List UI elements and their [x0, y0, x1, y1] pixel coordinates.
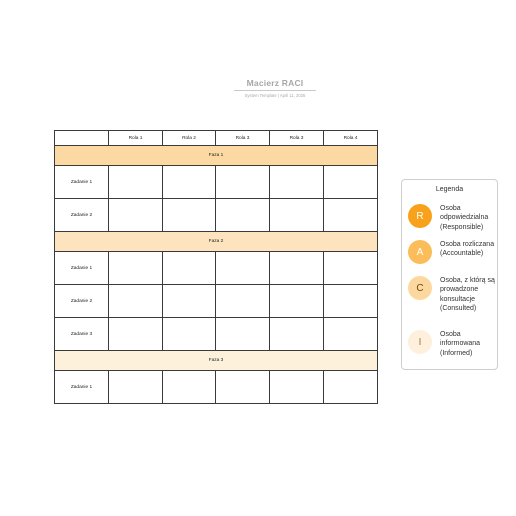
assignment-cell[interactable] [163, 285, 216, 318]
task-label: Zadanie 3 [55, 318, 109, 351]
assignment-cell[interactable] [270, 371, 324, 404]
badge-letter: I [418, 336, 422, 348]
task-row [55, 285, 378, 318]
assignment-cell[interactable] [109, 318, 163, 351]
assignment-cell[interactable] [324, 166, 378, 199]
title-underline [234, 90, 316, 91]
assignment-cell[interactable] [324, 285, 378, 318]
corner-cell [55, 131, 109, 146]
task-label: Zadanie 1 [55, 252, 109, 285]
informed-badge-icon [408, 330, 432, 354]
task-label: Zadanie 1 [55, 371, 109, 404]
legend-item-informed [408, 330, 500, 358]
consulted-badge-icon [408, 276, 432, 300]
legend-item-consulted [408, 276, 500, 314]
assignment-cell[interactable] [216, 199, 270, 232]
assignment-cell[interactable] [163, 371, 216, 404]
assignment-cell[interactable] [163, 318, 216, 351]
assignment-cell[interactable] [270, 252, 324, 285]
phase-row [55, 146, 378, 166]
task-row [55, 166, 378, 199]
task-label: Zadanie 2 [55, 285, 109, 318]
assignment-cell[interactable] [216, 318, 270, 351]
task-label: Zadanie 2 [55, 199, 109, 232]
accountable-badge-icon [408, 240, 432, 264]
legend-label: Osoba rozliczana (Accountable) [440, 241, 495, 258]
responsible-badge-icon [408, 204, 432, 228]
phase-row [55, 232, 378, 252]
role-header-row [55, 131, 378, 146]
assignment-cell[interactable] [324, 318, 378, 351]
legend-label: Osoba informowana (Informed) [440, 331, 481, 357]
role-header: Rola 4 [324, 131, 378, 146]
document-header [200, 78, 350, 98]
task-row [55, 252, 378, 285]
assignment-cell[interactable] [216, 252, 270, 285]
role-header: Rola 3 [216, 131, 270, 146]
assignment-cell[interactable] [270, 318, 324, 351]
task-row [55, 318, 378, 351]
assignment-cell[interactable] [109, 285, 163, 318]
badge-letter: A [416, 246, 424, 258]
role-header: Rola 3 [270, 131, 324, 146]
assignment-cell[interactable] [109, 371, 163, 404]
assignment-cell[interactable] [270, 199, 324, 232]
task-row [55, 371, 378, 404]
role-header: Rola 2 [163, 131, 216, 146]
legend-item-accountable [408, 240, 500, 264]
assignment-cell[interactable] [216, 166, 270, 199]
legend-panel [401, 179, 498, 370]
assignment-cell[interactable] [270, 285, 324, 318]
assignment-cell[interactable] [163, 199, 216, 232]
legend-label: Osoba, z którą są prowadzone konsultacje (Consulted) [440, 277, 495, 313]
assignment-cell[interactable] [163, 252, 216, 285]
assignment-cell[interactable] [324, 252, 378, 285]
page-subtitle: System Template | April 11, 2025 [244, 93, 306, 98]
assignment-cell[interactable] [109, 166, 163, 199]
legend-label: Osoba odpowiedzialna (Responsible) [440, 205, 489, 231]
task-row [55, 199, 378, 232]
page-title: Macierz RACI [246, 78, 304, 88]
role-header: Rola 1 [109, 131, 163, 146]
assignment-cell[interactable] [109, 252, 163, 285]
legend-title: Legenda [435, 186, 464, 193]
phase-label: Faza 3 [55, 351, 378, 371]
assignment-cell[interactable] [216, 371, 270, 404]
task-label: Zadanie 1 [55, 166, 109, 199]
phase-row [55, 351, 378, 371]
assignment-cell[interactable] [324, 199, 378, 232]
phase-label: Faza 2 [55, 232, 378, 252]
badge-letter: C [416, 282, 424, 294]
badge-letter: R [416, 210, 424, 222]
assignment-cell[interactable] [270, 166, 324, 199]
assignment-cell[interactable] [216, 285, 270, 318]
phase-label: Faza 1 [55, 146, 378, 166]
legend-item-responsible [408, 204, 500, 232]
assignment-cell[interactable] [324, 371, 378, 404]
assignment-cell[interactable] [163, 166, 216, 199]
assignment-cell[interactable] [109, 199, 163, 232]
raci-matrix [54, 130, 378, 404]
